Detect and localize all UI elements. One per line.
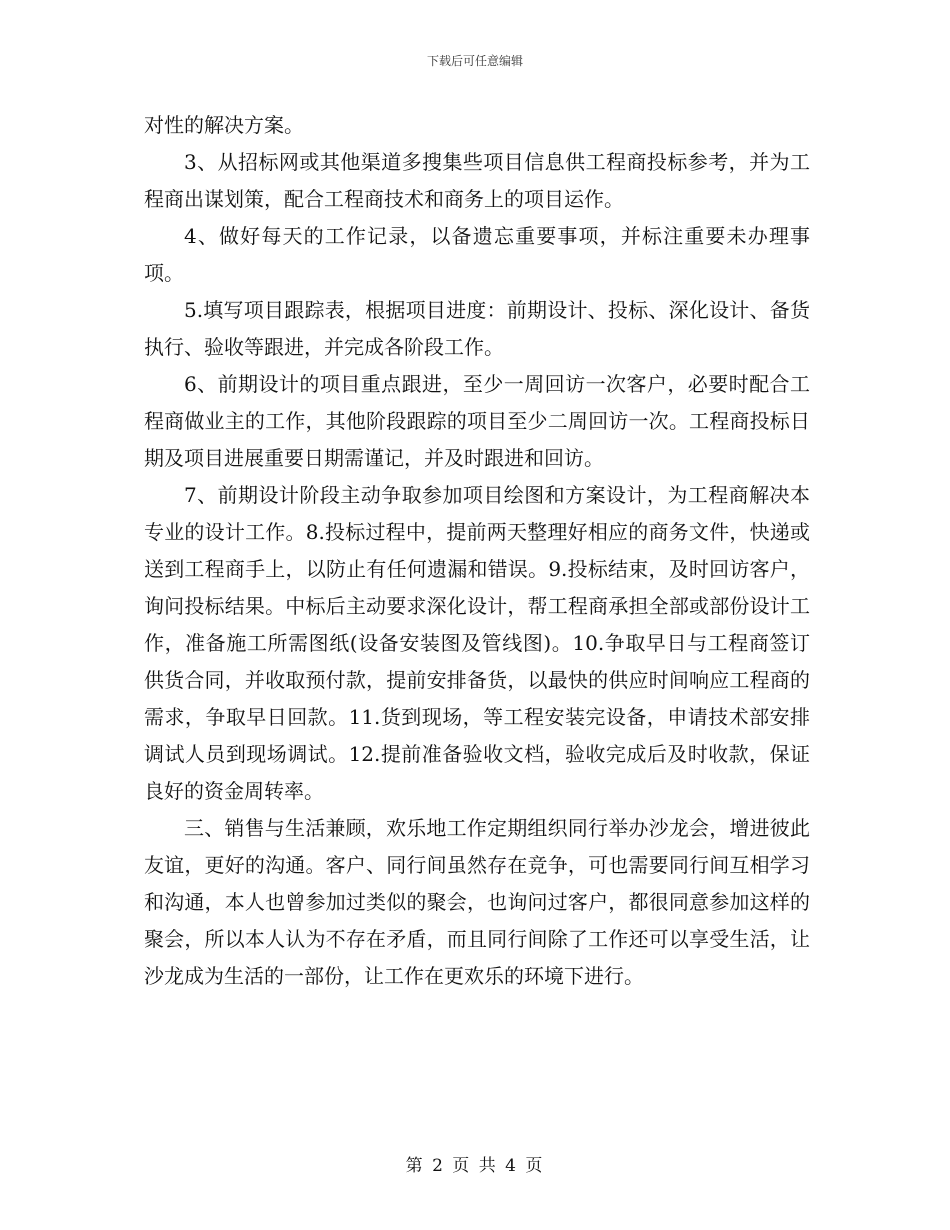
paragraph-6: 7、前期设计阶段主动争取参加项目绘图和方案设计，为工程商解决本专业的设计工作。8.投标过程中，提前两天整理好相应的商务文件，快递或送到工程商手上，以防止有任何遗漏和错误。9.投标结束，及时回访客户，询问投标结果。中标后主动要求深化设计，帮工程商承担全部或部份设计工作，准备施工所需图纸(设备安装图及管线图)。10.争取早日与工程商签订供货合同，并收取预付款，提前安排备货，以最快的供应时间响应工程商的需求，争取早日回款。11.货到现场，等工程安装完设备，申请技术部安排调试人员到现场调试。12.提前准备验收文档，验收完成后及时收款，保证良好的资金周转率。 [144,483,810,803]
paragraph-2: 3、从招标网或其他渠道多搜集些项目信息供工程商投标参考，并为工程商出谋划策，配合工程商技术和商务上的项目运作。 [144,150,810,211]
paragraph-7: 三、销售与生活兼顾，欢乐地工作定期组织同行举办沙龙会，增进彼此友谊，更好的沟通。客户、同行间虽然存在竞争，可也需要同行间互相学习和沟通，本人也曾参加过类似的聚会，也询问过客户，都很同意参加这样的聚会，所以本人认为不存在矛盾，而且同行间除了工作还可以享受生活，让沙龙成为生活的一部份，让工作在更欢乐的环境下进行。 [144,816,810,988]
page-header-note: 下载后可任意编辑 [426,54,523,68]
paragraph-3: 4、做好每天的工作记录，以备遗忘重要事项，并标注重要未办理事项。 [144,224,810,285]
paragraph-4: 5.填写项目跟踪表，根据项目进度：前期设计、投标、深化设计、备货执行、验收等跟进，并完成各阶段工作。 [144,298,810,359]
paragraph-5: 6、前期设计的项目重点跟进，至少一周回访一次客户，必要时配合工程商做业主的工作，其他阶段跟踪的项目至少二周回访一次。工程商投标日期及项目进展重要日期需谨记，并及时跟进和回访。 [144,372,810,470]
document-body [144,107,810,995]
page-number-footer: 第 2 页 共 4 页 [405,1156,545,1176]
paragraph-1: 对性的解决方案。 [144,113,304,137]
